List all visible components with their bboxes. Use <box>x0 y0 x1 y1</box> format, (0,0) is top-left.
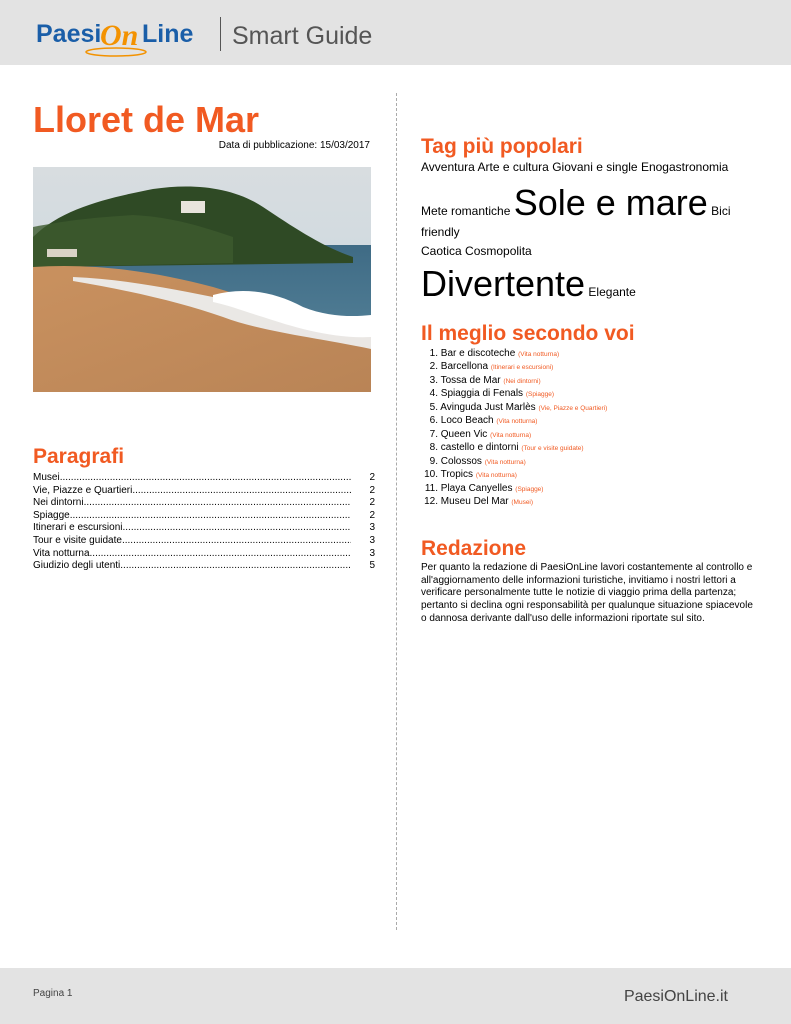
tag[interactable]: Caotica <box>421 244 462 258</box>
item-number: 3. <box>429 374 438 386</box>
best-list <box>421 348 607 509</box>
item-name: Barcellona <box>440 361 489 373</box>
tag[interactable]: Bici friendly <box>421 204 731 239</box>
item-name: Bar e discoteche <box>440 348 516 359</box>
column-divider <box>396 93 397 930</box>
toc-page: 3 <box>369 534 375 546</box>
item-number: 5. <box>429 401 438 413</box>
item-number: 12. <box>424 495 438 507</box>
site-name: PaesiOnLine.it <box>623 988 728 1005</box>
toc-title: Nei dintorni <box>33 497 84 509</box>
item-number: 6. <box>429 415 438 427</box>
item-name: Queen Vic <box>440 428 488 440</box>
list-item[interactable] <box>421 469 607 482</box>
toc-item[interactable] <box>33 497 375 510</box>
toc-leader <box>90 548 351 561</box>
item-name: Tossa de Mar <box>440 374 501 386</box>
redazione-heading: Redazione <box>421 537 527 560</box>
toc-item[interactable] <box>33 548 375 561</box>
toc-title: Itinerari e escursioni <box>33 522 123 534</box>
toc-title: Tour e visite guidate <box>33 534 122 546</box>
toc-leader <box>122 535 351 548</box>
item-name: Playa Canyelles <box>440 482 513 494</box>
toc-page: 2 <box>369 484 375 496</box>
item-category: (Nei dintorni) <box>503 377 541 385</box>
item-number: 9. <box>429 455 438 467</box>
list-item[interactable] <box>421 456 607 469</box>
toc-item[interactable] <box>33 560 375 573</box>
item-name: Colossos <box>440 455 482 467</box>
item-name: Museu Del Mar <box>440 495 509 507</box>
page-number: Pagina 1 <box>33 988 73 999</box>
item-category: (Itinerari e escursioni) <box>490 364 554 372</box>
redazione-text: Per quanto la redazione di PaesiOnLine lavori costantemente al controllo e all'aggiornamento delle informazioni turistiche, invitiamo i nostri lettori a verificare personalmente tutte le notizie di viaggio prima della partenza; pertanto si declina ogni responsabilità per qualunque situazione spiacevole o dannosa derivante dall'uso delle informazioni riportate sul sito. <box>421 562 753 624</box>
tag[interactable]: Giovani e single <box>552 160 638 174</box>
toc-item[interactable] <box>33 472 375 485</box>
toc-title: Musei <box>33 472 60 483</box>
list-item[interactable] <box>421 442 607 455</box>
item-category: (Tour e visite guidate) <box>521 445 584 453</box>
list-item[interactable] <box>421 483 607 496</box>
page-header <box>0 0 791 65</box>
toc-leader <box>122 522 351 535</box>
item-category: (Spiagge) <box>515 485 544 493</box>
tags-heading: Tag più popolari <box>421 135 583 158</box>
toc-title: Spiagge <box>33 509 70 521</box>
item-name: Tropics <box>440 469 474 481</box>
publication-date: Data di pubblicazione: 15/03/2017 <box>218 140 370 151</box>
page-footer <box>0 968 791 1024</box>
toc-page: 3 <box>369 522 375 534</box>
table-of-contents <box>33 472 375 573</box>
item-name: Avinguda Just Marlès <box>440 401 536 413</box>
svg-text:On: On <box>100 19 139 52</box>
list-item[interactable] <box>421 429 607 442</box>
list-item[interactable] <box>421 361 607 374</box>
tag[interactable]: Elegante <box>588 285 636 299</box>
toc-page: 5 <box>369 560 375 572</box>
svg-text:Paesi: Paesi <box>36 20 102 48</box>
tag[interactable]: Divertente <box>421 263 586 304</box>
beach-photo <box>33 167 371 392</box>
item-number: 11. <box>424 482 438 494</box>
tag[interactable]: Cosmopolita <box>465 244 532 258</box>
item-number: 10. <box>424 469 438 481</box>
toc-item[interactable] <box>33 522 375 535</box>
toc-leader <box>132 485 351 498</box>
toc-title: Giudizio degli utenti <box>33 560 121 572</box>
tag[interactable]: Avventura <box>421 160 475 174</box>
toc-item[interactable] <box>33 535 375 548</box>
item-name: Loco Beach <box>440 415 494 427</box>
item-number: 8. <box>429 442 438 454</box>
item-number: 2. <box>429 361 438 373</box>
item-name: Spiaggia di Fenals <box>440 388 524 400</box>
tag[interactable]: Sole e mare <box>513 182 708 223</box>
toc-item[interactable] <box>33 510 375 523</box>
item-category: (Vita notturna) <box>496 418 538 426</box>
tag[interactable]: Arte e cultura <box>477 160 549 174</box>
toc-page: 3 <box>369 547 375 559</box>
toc-page: 2 <box>369 472 375 483</box>
toc-leader <box>70 510 351 523</box>
item-category: (Vita notturna) <box>484 458 526 466</box>
list-item[interactable] <box>421 496 607 509</box>
item-category: (Vita notturna) <box>475 472 517 480</box>
list-item[interactable] <box>421 402 607 415</box>
item-category: (Musei) <box>511 498 534 506</box>
toc-title: Vie, Piazze e Quartieri <box>33 484 133 496</box>
tag[interactable]: Mete romantiche <box>421 204 511 218</box>
header-divider <box>220 17 221 51</box>
item-category: (Vita notturna) <box>518 351 560 358</box>
list-item[interactable] <box>421 375 607 388</box>
toc-page: 2 <box>369 509 375 521</box>
best-heading: Il meglio secondo voi <box>421 322 635 345</box>
toc-leader <box>84 497 351 510</box>
item-number: 1. <box>429 348 438 359</box>
toc-title: Vita notturna <box>33 547 90 559</box>
list-item[interactable] <box>421 348 607 361</box>
paragrafi-heading: Paragrafi <box>33 445 125 468</box>
svg-text:Line: Line <box>142 20 194 48</box>
toc-item[interactable] <box>33 485 375 498</box>
item-number: 4. <box>429 388 438 400</box>
list-item[interactable] <box>421 388 607 401</box>
item-category: (Spiagge) <box>525 391 555 399</box>
item-category: (Vita notturna) <box>490 431 532 439</box>
item-name: castello e dintorni <box>440 442 519 454</box>
paesionline-logo <box>36 12 206 60</box>
page-title: Lloret de Mar <box>33 99 260 140</box>
toc-page: 2 <box>369 497 375 509</box>
toc-leader <box>120 560 351 573</box>
list-item[interactable] <box>421 415 607 428</box>
tag-cloud <box>421 158 761 307</box>
item-number: 7. <box>429 428 438 440</box>
toc-leader <box>60 472 351 485</box>
header-title: Smart Guide <box>232 22 373 50</box>
item-category: (Vie, Piazze e Quartieri) <box>538 404 608 412</box>
tag[interactable]: Enogastronomia <box>640 160 729 174</box>
